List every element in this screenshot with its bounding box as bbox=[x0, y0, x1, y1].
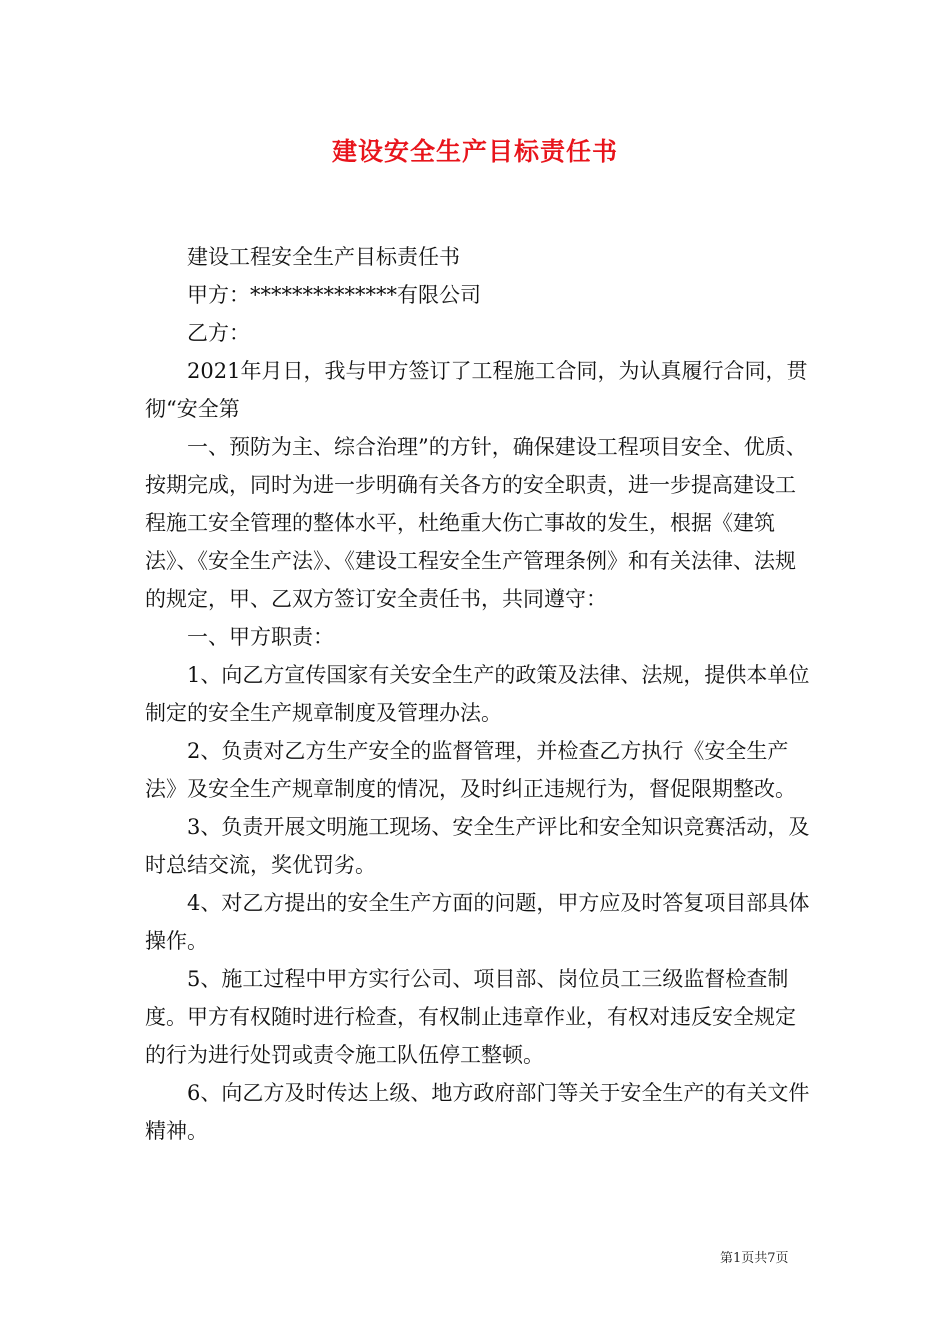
paragraph-section-heading: 一、甲方职责： bbox=[187, 625, 334, 649]
paragraph-item-1: 1、向乙方宣传国家有关安全生产的政策及法律、法规，提供本单位制定的安全生产规章制度及管理办法。 bbox=[145, 663, 810, 725]
document-title: 建设安全生产目标责任书 bbox=[331, 137, 618, 166]
document-body bbox=[145, 238, 813, 1150]
paragraph-party-a: 甲方：**************有限公司 bbox=[187, 283, 481, 307]
paragraph-intro: 2021年月日，我与甲方签订了工程施工合同，为认真履行合同，贯彻“安全第 bbox=[145, 359, 808, 421]
page-number: 第1页共7页 bbox=[720, 1251, 789, 1266]
paragraph-item-3: 3、负责开展文明施工现场、安全生产评比和安全知识竞赛活动，及时总结交流，奖优罚劣。 bbox=[145, 815, 810, 877]
paragraph-party-b: 乙方： bbox=[187, 321, 250, 345]
paragraph-heading: 建设工程安全生产目标责任书 bbox=[187, 245, 460, 269]
paragraph-item-6: 6、向乙方及时传达上级、地方政府部门等关于安全生产的有关文件精神。 bbox=[145, 1081, 810, 1143]
paragraph-item-4: 4、对乙方提出的安全生产方面的问题，甲方应及时答复项目部具体操作。 bbox=[145, 891, 810, 953]
paragraph-policy: 一、预防为主、综合治理”的方针，确保建设工程项目安全、优质、按期完成，同时为进一步明确有关各方的安全职责，进一步提高建设工程施工安全管理的整体水平，杜绝重大伤亡事故的发生，根据《建筑法》、《安全生产法》、《建设工程安全生产管理条例》和有关法律、法规的规定，甲、乙双方签订安全责任书，共同遵守： bbox=[145, 435, 807, 611]
paragraph-item-5: 5、施工过程中甲方实行公司、项目部、岗位员工三级监督检查制度。甲方有权随时进行检查，有权制止违章作业，有权对违反安全规定的行为进行处罚或责令施工队伍停工整顿。 bbox=[145, 967, 796, 1067]
paragraph-item-2: 2、负责对乙方生产安全的监督管理，并检查乙方执行《安全生产法》及安全生产规章制度的情况，及时纠正违规行为，督促限期整改。 bbox=[145, 739, 796, 801]
